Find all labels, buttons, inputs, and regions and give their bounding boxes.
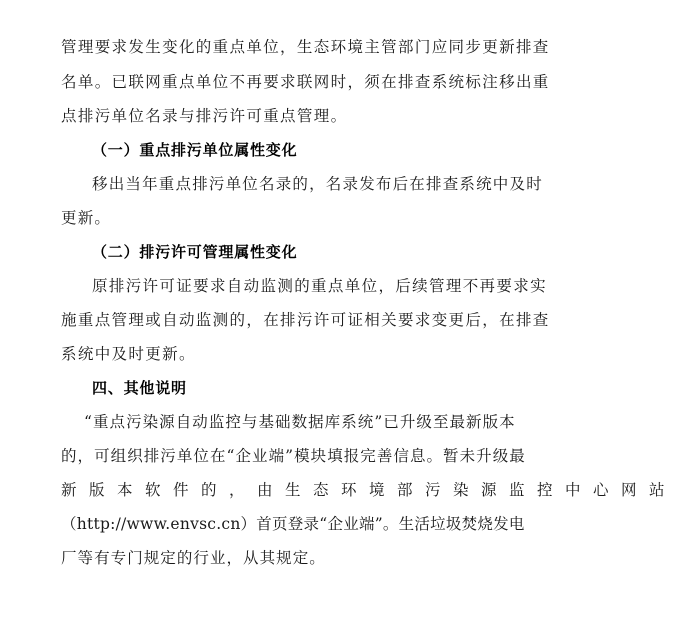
paragraph-line: 厂等有专门规定的行业，从其规定。 — [61, 549, 326, 567]
paragraph-line: 新版本软件的，由生态环境部污染源监控中心网站 — [61, 481, 677, 499]
paragraph-line: 原排污许可证要求自动监测的重点单位，后续管理不再要求实 — [92, 277, 547, 295]
paragraph-line: “重点污染源自动监控与基础数据库系统”已升级至最新版本 — [84, 413, 516, 431]
paragraph-line: 施重点管理或自动监测的，在排污许可证相关要求变更后，在排查 — [61, 311, 550, 329]
paragraph-line: 系统中及时更新。 — [61, 345, 196, 363]
section-heading: （一）重点排污单位属性变化 — [92, 141, 298, 159]
paragraph-line: （http://www.envsc.cn）首页登录“企业端”。生活垃圾焚烧发电 — [61, 515, 525, 533]
paragraph-line: 点排污单位名录与排污许可重点管理。 — [61, 107, 348, 125]
paragraph-line: 名单。已联网重点单位不再要求联网时，须在排查系统标注移出重 — [61, 73, 550, 91]
section-heading: （二）排污许可管理属性变化 — [92, 243, 298, 261]
paragraph-line: 管理要求发生变化的重点单位，生态环境主管部门应同步更新排查 — [61, 38, 550, 56]
paragraph-line: 移出当年重点排污单位名录的，名录发布后在排查系统中及时 — [92, 175, 543, 193]
paragraph-line: 更新。 — [61, 209, 112, 227]
section-heading: 四、其他说明 — [92, 379, 187, 397]
paragraph-line: 的，可组织排污单位在“企业端”模块填报完善信息。暂未升级最 — [61, 447, 526, 465]
